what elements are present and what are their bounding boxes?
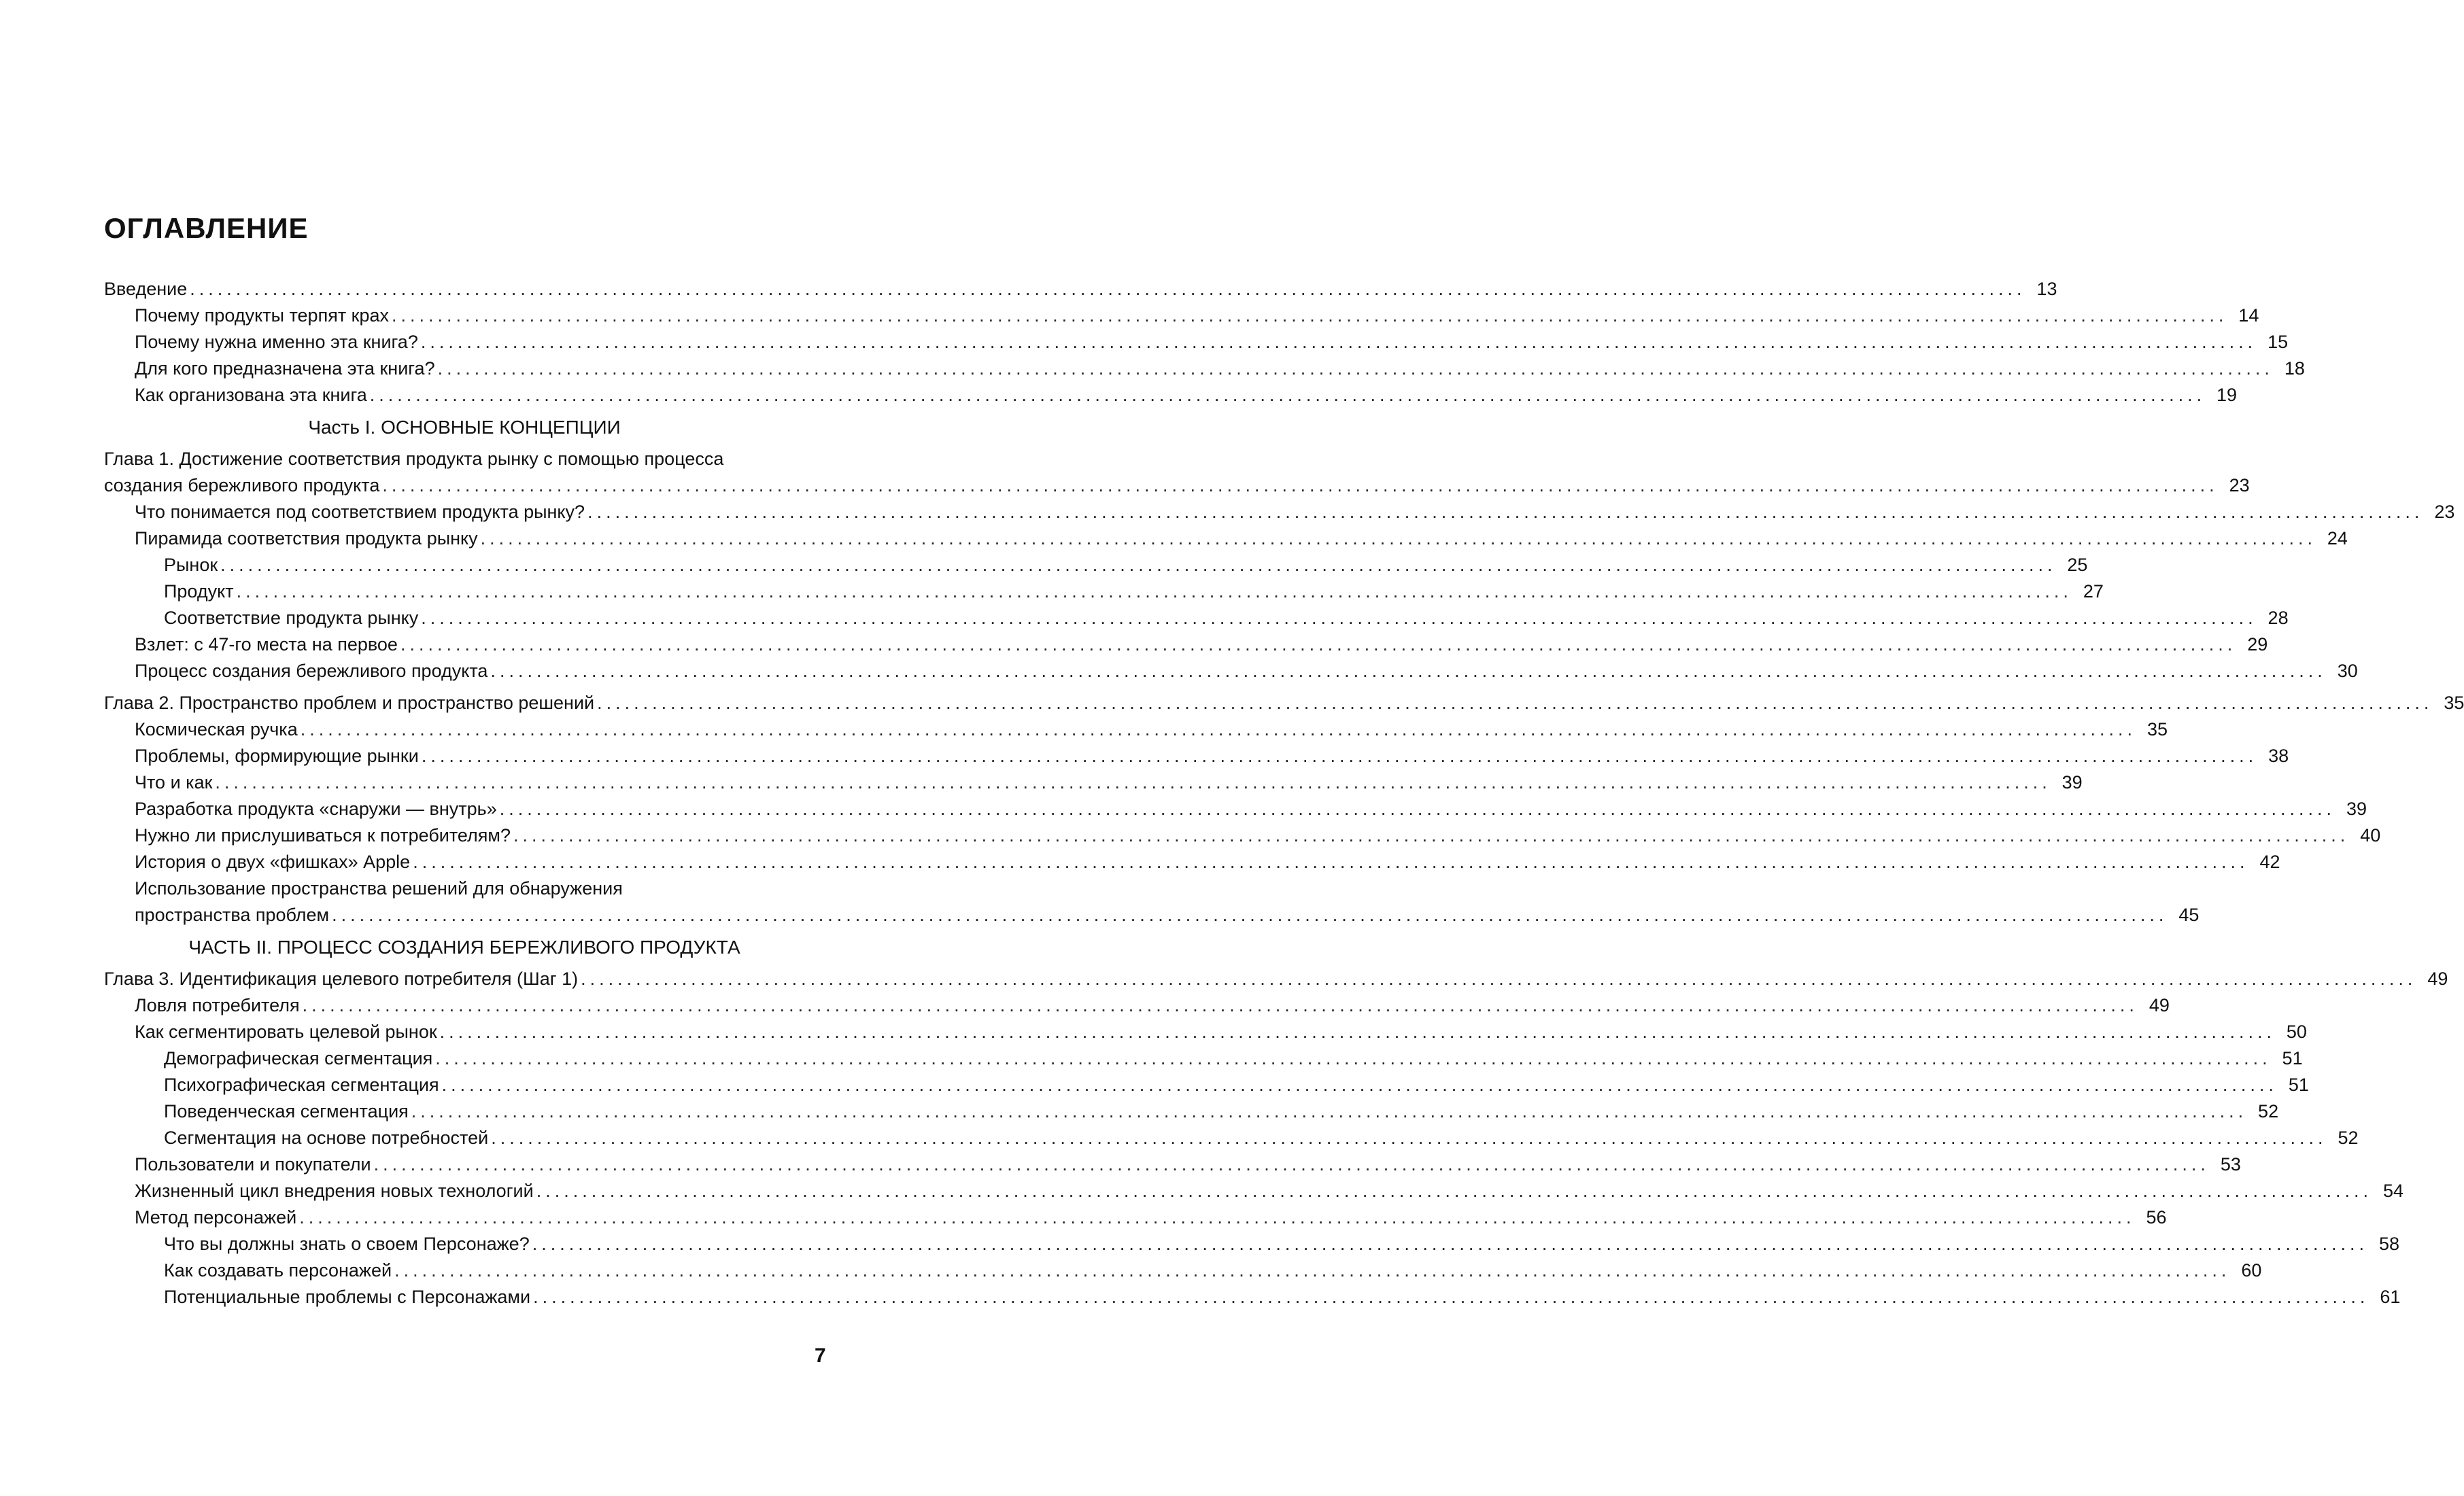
- toc-entry[interactable]: [104, 276, 2057, 302]
- toc-page-number: 27: [2083, 581, 2104, 602]
- toc-page-number: 19: [2217, 385, 2238, 405]
- toc-entry[interactable]: [104, 382, 2238, 408]
- toc-page-number: 39: [2346, 799, 2367, 819]
- toc-entry[interactable]: [104, 1151, 2241, 1178]
- dot-leader: ........................................................................................................................................................................................................: [439, 1022, 2276, 1042]
- toc-entry[interactable]: [104, 1178, 2404, 1204]
- toc-entry-title: Глава 1. Достижение соответствия продукта рынку с помощью процесса: [104, 449, 724, 469]
- toc-entry-title: Космическая ручка: [135, 719, 298, 740]
- dot-leader: ........................................................................................................................................................................................................: [413, 852, 2249, 872]
- toc-page-number: 23: [2434, 502, 2455, 522]
- toc-entry-title: Введение: [104, 279, 188, 299]
- dot-leader: ........................................................................................................................................................................................................: [302, 995, 2138, 1015]
- toc-page-number: 28: [2268, 608, 2289, 628]
- toc-page-number: 14: [2238, 305, 2259, 326]
- dot-leader: ........................................................................................................................................................................................................: [300, 719, 2137, 740]
- toc-page-number: 15: [2268, 332, 2289, 352]
- toc-page-number: 49: [2149, 995, 2170, 1015]
- dot-leader: ........................................................................................................................................................................................................: [435, 1048, 2272, 1068]
- toc-entry-title: Проблемы, формирующие рынки: [135, 746, 419, 766]
- dot-leader: ........................................................................................................................................................................................................: [437, 358, 2274, 379]
- toc-entry[interactable]: [104, 578, 2104, 605]
- toc-entry-title: Использование пространства решений для обнаружения: [135, 878, 623, 899]
- toc-entry[interactable]: [104, 658, 2358, 684]
- dot-leader: ........................................................................................................................................................................................................: [491, 1128, 2327, 1148]
- toc-page-number: 45: [2178, 905, 2200, 925]
- dot-leader: ........................................................................................................................................................................................................: [533, 1287, 2369, 1307]
- toc-entry-title: История о двух «фишках» Apple: [135, 852, 411, 872]
- toc-entry-title: Для кого предназначена эта книга?: [135, 358, 435, 379]
- part-heading: Часть I. ОСНОВНЫЕ КОНЦЕПЦИИ: [308, 417, 621, 438]
- toc-page-number: 61: [2380, 1287, 2401, 1307]
- toc-entry-title: Почему нужна именно эта книга?: [135, 332, 418, 352]
- toc-entry-title: Что и как: [135, 772, 213, 793]
- toc-page-number: 13: [2036, 279, 2057, 299]
- toc-entry-title: Пирамида соответствия продукта рынку: [135, 528, 478, 549]
- toc-entry-title-continuation: создания бережливого продукта: [104, 475, 380, 495]
- dot-leader: ........................................................................................................................................................................................................: [392, 305, 2228, 326]
- toc-entry[interactable]: [104, 743, 2289, 769]
- toc-entry-title: Как создавать персонажей: [164, 1260, 392, 1281]
- toc-entry[interactable]: [104, 1125, 2359, 1151]
- toc-entry-title: Почему продукты терпят крах: [135, 305, 390, 326]
- toc-entry-title: Пользователи и покупатели: [135, 1154, 371, 1175]
- toc-entry-title: Нужно ли прислушиваться к потребителям?: [135, 825, 511, 846]
- toc-entry[interactable]: [104, 525, 2348, 552]
- toc-entry[interactable]: [104, 605, 2289, 631]
- toc-entry-title: Глава 2. Пространство проблем и пространство решений: [104, 693, 595, 713]
- dot-leader: ........................................................................................................................................................................................................: [373, 1154, 2210, 1175]
- dot-leader: ........................................................................................................................................................................................................: [190, 279, 2026, 299]
- dot-leader: ........................................................................................................................................................................................................: [400, 634, 2237, 655]
- toc-page-number: 39: [2061, 772, 2083, 793]
- toc-entry-title: Сегментация на основе потребностей: [164, 1128, 489, 1148]
- toc-page-number: 35: [2146, 719, 2168, 740]
- toc-page-number: 42: [2259, 852, 2280, 872]
- dot-leader: ........................................................................................................................................................................................................: [532, 1234, 2369, 1254]
- toc-entry-title: Жизненный цикл внедрения новых технологий: [135, 1181, 534, 1201]
- toc-page-number: 60: [2241, 1260, 2262, 1281]
- toc-page-number: 51: [2282, 1048, 2303, 1068]
- toc-page-number: 29: [2247, 634, 2268, 655]
- toc-page-number: 54: [2382, 1181, 2404, 1201]
- toc-entry-title: Разработка продукта «снаружи — внутрь»: [135, 799, 497, 819]
- toc-entry[interactable]: [104, 992, 2170, 1019]
- dot-leader: ........................................................................................................................................................................................................: [490, 661, 2327, 681]
- toc-page-number: 53: [2220, 1154, 2241, 1175]
- toc-entry-title: Поведенческая сегментация: [164, 1101, 409, 1121]
- toc-entry-title: Психографическая сегментация: [164, 1075, 439, 1095]
- toc-entry[interactable]: [104, 355, 2305, 382]
- dot-leader: ........................................................................................................................................................................................................: [513, 825, 2350, 846]
- dot-leader: ........................................................................................................................................................................................................: [420, 332, 2257, 352]
- toc-entry-line[interactable]: [104, 446, 825, 472]
- dot-leader: ........................................................................................................................................................................................................: [332, 905, 2168, 925]
- toc-page-number: 38: [2268, 746, 2289, 766]
- dot-leader: ........................................................................................................................................................................................................: [499, 799, 2336, 819]
- toc-entry-title: Процесс создания бережливого продукта: [135, 661, 488, 681]
- toc-entry-title: Метод персонажей: [135, 1207, 297, 1228]
- page-number: 7: [815, 1344, 826, 1367]
- toc-entry[interactable]: [104, 499, 2455, 525]
- toc-entry-title: Как сегментировать целевой рынок: [135, 1022, 437, 1042]
- toc-page-number: 40: [2360, 825, 2381, 846]
- toc-page-number: 35: [2444, 693, 2464, 713]
- toc-entry[interactable]: [104, 1019, 2307, 1045]
- toc-entry[interactable]: [104, 631, 2268, 658]
- toc-entry[interactable]: [104, 1257, 2262, 1284]
- table-of-contents: [104, 276, 2464, 1310]
- dot-leader: ........................................................................................................................................................................................................: [411, 1101, 2248, 1121]
- dot-leader: ........................................................................................................................................................................................................: [215, 772, 2051, 793]
- dot-leader: ........................................................................................................................................................................................................: [236, 581, 2072, 602]
- toc-page-number: 51: [2288, 1075, 2309, 1095]
- toc-page-number: 50: [2286, 1022, 2307, 1042]
- dot-leader: ........................................................................................................................................................................................................: [421, 746, 2258, 766]
- toc-entry[interactable]: [104, 1204, 2167, 1231]
- toc-entry[interactable]: [104, 822, 2381, 849]
- dot-leader: ........................................................................................................................................................................................................: [587, 502, 2424, 522]
- toc-entry[interactable]: [104, 796, 2367, 822]
- toc-entry[interactable]: [104, 472, 2250, 499]
- toc-entry[interactable]: [104, 1098, 2279, 1125]
- toc-entry-title: Что вы должны знать о своем Персонаже?: [164, 1234, 530, 1254]
- dot-leader: ........................................................................................................................................................................................................: [536, 1181, 2373, 1201]
- dot-leader: ........................................................................................................................................................................................................: [369, 385, 2206, 405]
- toc-entry-title: Ловля потребителя: [135, 995, 300, 1015]
- toc-entry[interactable]: [104, 552, 2088, 578]
- toc-entry[interactable]: [104, 769, 2083, 796]
- toc-page-number: 23: [2229, 475, 2250, 495]
- dot-leader: ........................................................................................................................................................................................................: [382, 475, 2219, 495]
- toc-entry-title: Рынок: [164, 555, 218, 575]
- dot-leader: ........................................................................................................................................................................................................: [299, 1207, 2136, 1228]
- dot-leader: ........................................................................................................................................................................................................: [394, 1260, 2231, 1281]
- toc-entry-title: Соответствие продукта рынку: [164, 608, 419, 628]
- toc-entry-title: Демографическая сегментация: [164, 1048, 433, 1068]
- toc-page-number: 52: [2258, 1101, 2279, 1121]
- toc-page-number: 49: [2427, 969, 2448, 989]
- toc-entry[interactable]: [104, 1072, 2309, 1098]
- toc-page-number: 56: [2146, 1207, 2167, 1228]
- toc-page-number: 25: [2067, 555, 2088, 575]
- toc-entry[interactable]: [104, 1284, 2401, 1310]
- toc-page-number: 18: [2284, 358, 2305, 379]
- toc-page-number: 58: [2378, 1234, 2400, 1254]
- toc-entry-title: Как организована эта книга: [135, 385, 367, 405]
- dot-leader: ........................................................................................................................................................................................................: [581, 969, 2417, 989]
- toc-entry-title: Продукт: [164, 581, 234, 602]
- toc-entry[interactable]: [104, 690, 2464, 716]
- toc-entry[interactable]: [104, 716, 2168, 743]
- toc-entry[interactable]: [104, 329, 2289, 355]
- page-title: ОГЛАВЛЕНИЕ: [104, 212, 309, 244]
- dot-leader: ........................................................................................................................................................................................................: [441, 1075, 2278, 1095]
- toc-entry-title: Что понимается под соответствием продукта рынку?: [135, 502, 585, 522]
- toc-entry[interactable]: [104, 1231, 2400, 1257]
- toc-entry-title: Глава 3. Идентификация целевого потребителя (Шаг 1): [104, 969, 579, 989]
- toc-entry[interactable]: [104, 902, 2200, 928]
- toc-entry-line[interactable]: [104, 875, 825, 902]
- toc-entry[interactable]: [104, 849, 2280, 875]
- toc-entry-title-continuation: пространства проблем: [135, 905, 330, 925]
- dot-leader: ........................................................................................................................................................................................................: [480, 528, 2316, 549]
- toc-entry-title: Потенциальные проблемы с Персонажами: [164, 1287, 531, 1307]
- toc-entry[interactable]: [104, 966, 2448, 992]
- dot-leader: ........................................................................................................................................................................................................: [597, 693, 2433, 713]
- toc-page-number: 30: [2337, 661, 2358, 681]
- dot-leader: ........................................................................................................................................................................................................: [421, 608, 2257, 628]
- toc-entry[interactable]: [104, 302, 2259, 329]
- toc-entry[interactable]: [104, 1045, 2303, 1072]
- part-heading: ЧАСТЬ II. ПРОЦЕСС СОЗДАНИЯ БЕРЕЖЛИВОГО ПРОДУКТА: [188, 937, 740, 958]
- toc-page-number: 52: [2338, 1128, 2359, 1148]
- toc-page-number: 24: [2327, 528, 2348, 549]
- dot-leader: ........................................................................................................................................................................................................: [220, 555, 2057, 575]
- toc-entry-title: Взлет: с 47-го места на первое: [135, 634, 398, 655]
